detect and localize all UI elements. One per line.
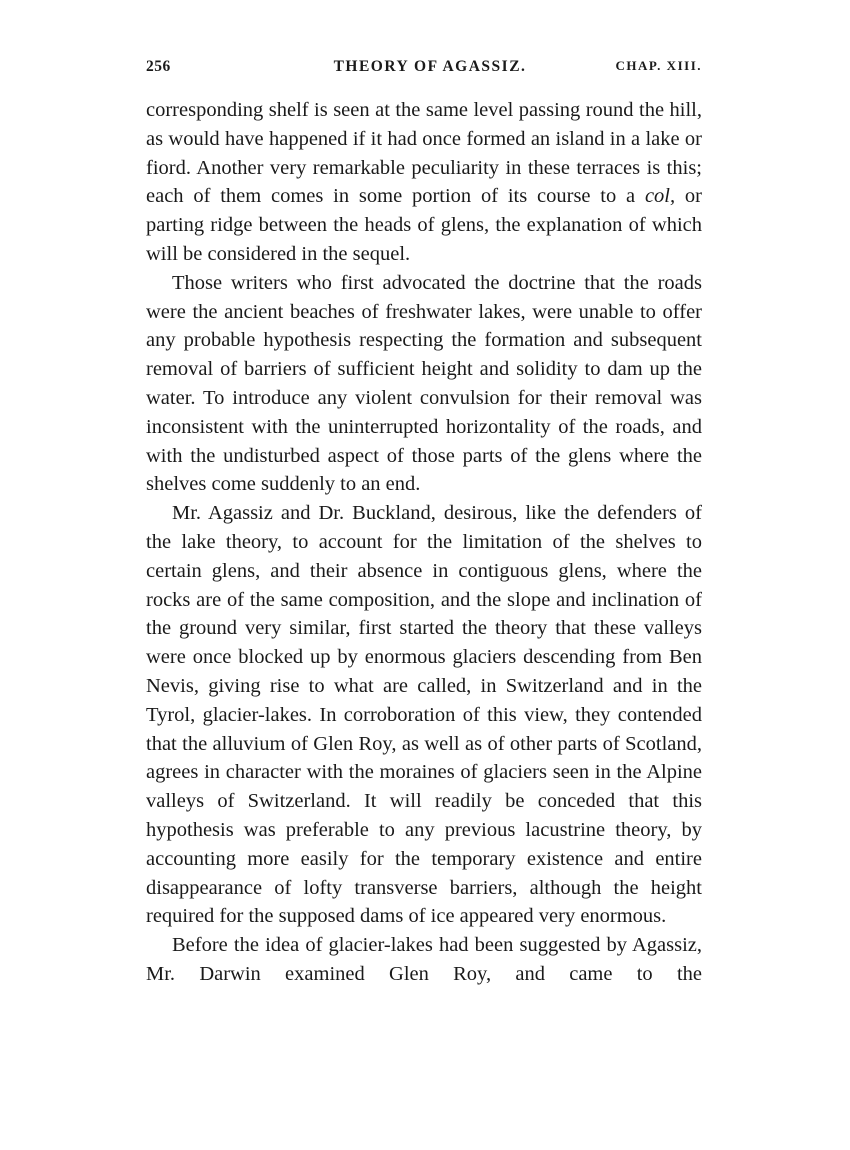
book-page	[146, 58, 702, 989]
paragraph: Those writers who first advocated the doctrine that the roads were the ancient beaches of freshwater lakes, were unable to offer any probable hypothesis respecting the formation and subsequent removal of barriers of sufficient height and solidity to dam up the water. To introduce any violent convulsion for their removal was inconsistent with the uninterrupted horizontality of the roads, and with the undisturbed aspect of those parts of the glens where the shelves come suddenly to an end.	[146, 271, 702, 496]
body-text	[146, 96, 702, 989]
running-head	[146, 58, 702, 84]
chapter-label: CHAP. XIII.	[615, 58, 702, 73]
text-run: or parting ridge between the heads of glens, the explanation of which will be considered in the sequel.	[146, 185, 702, 265]
paragraph: Mr. Agassiz and Dr. Buckland, desirous, like the defenders of the lake theory, to account for the limitation of the shelves to certain glens, and their absence in contiguous glens, where the rocks are of the same composition, and the slope and inclination of the ground very similar, first started the theory that these valleys were once blocked up by enormous glaciers descending from Ben Nevis, giving rise to what are called, in Switzerland and in the Tyrol, glacier-lakes. In corroboration of this view, they contended that the alluvium of Glen Roy, as well as of other parts of Scotland, agrees in character with the moraines of glaciers seen in the Alpine valleys of Switzerland. It will readily be conceded that this hypothesis was preferable to any previous lacustrine theory, by accounting more easily for the temporary existence and entire disappearance of lofty transverse barriers, although the height required for the supposed dams of ice appeared very enormous.	[146, 502, 702, 928]
italic-term: col,	[644, 185, 676, 208]
paragraph: Before the idea of glacier-lakes had been suggested by Agassiz, Mr. Darwin examined Glen Roy, and came to the	[146, 934, 702, 985]
text-run: corresponding shelf is seen at the same level passing round the hill, as would have happened if it had once formed an island in a lake or fiord. Another very remarkable peculiarity in these terraces is this; each of them comes in some portion of its course to a	[146, 99, 702, 208]
paragraph	[146, 96, 702, 269]
page-number: 256	[146, 58, 171, 75]
running-title: THEORY OF AGASSIZ.	[333, 58, 527, 75]
